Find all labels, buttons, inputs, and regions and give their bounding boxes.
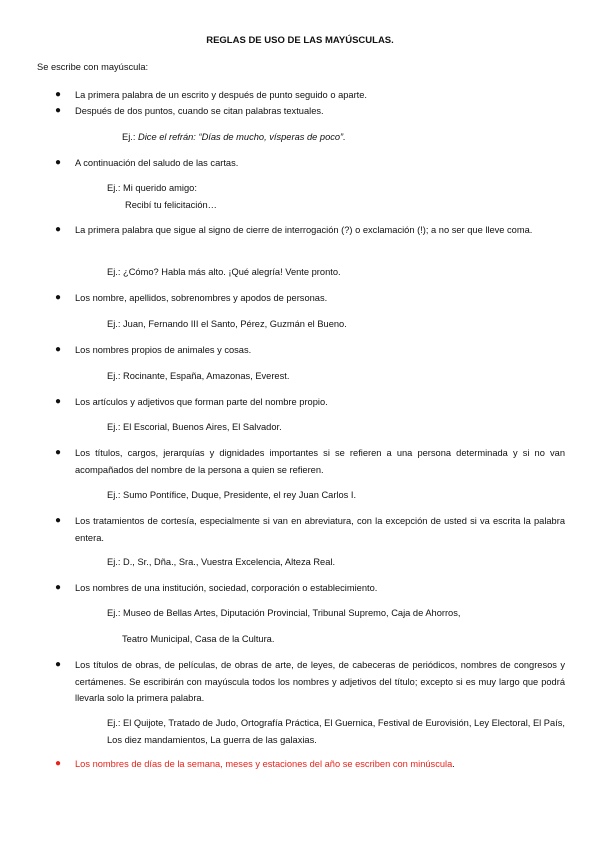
rule-item-12 bbox=[55, 756, 565, 773]
rule-example: Ej.: Rocinante, España, Amazonas, Everest. bbox=[107, 371, 290, 381]
rule-example: Ej.: El Escorial, Buenos Aires, El Salvador. bbox=[107, 422, 282, 432]
rule-item-1 bbox=[55, 87, 565, 104]
example-line-1: Ej.: Mi querido amigo: bbox=[107, 183, 197, 193]
example-line-2: Recibí tu felicitación… bbox=[125, 199, 217, 210]
rule-item-7 bbox=[55, 394, 565, 411]
rule-text: Los nombre, apellidos, sobrenombres y apodos de personas. bbox=[75, 293, 328, 303]
rule-item-10 bbox=[55, 580, 565, 597]
rule-text: Los títulos, cargos, jerarquías y dignidades importantes si se refieren a una persona determinada y si no van acompañados del nombre de la persona a quien se refieren. bbox=[75, 448, 565, 475]
bullet-icon: ● bbox=[55, 105, 62, 116]
rule-item-9 bbox=[55, 513, 565, 546]
bullet-icon: ● bbox=[55, 292, 62, 303]
rule-text: A continuación del saludo de las cartas. bbox=[75, 158, 239, 168]
bullet-icon: ● bbox=[55, 758, 62, 769]
rule-text: La primera palabra de un escrito y después de punto seguido o aparte. bbox=[75, 90, 368, 100]
rule-item-5 bbox=[55, 290, 565, 307]
rule-item-11 bbox=[55, 657, 565, 707]
rule-text: Los artículos y adjetivos que forman parte del nombre propio. bbox=[75, 397, 328, 407]
rule-text: Después de dos puntos, cuando se citan palabras textuales. bbox=[75, 106, 324, 116]
bullet-icon: ● bbox=[55, 659, 62, 670]
bullet-icon: ● bbox=[55, 157, 62, 168]
rule-text-highlight: Los nombres de días de la semana, meses y estaciones del año se escriben con minúscula bbox=[75, 759, 453, 769]
rule-item-4 bbox=[55, 222, 565, 239]
rule-text: Los nombres propios de animales y cosas. bbox=[75, 345, 252, 355]
rule-item-2 bbox=[55, 103, 565, 120]
bullet-icon: ● bbox=[55, 89, 62, 100]
example-prefix: Ej.: bbox=[122, 132, 139, 142]
rule-text: Los títulos de obras, de películas, de obras de arte, de leyes, de cabeceras de periódicos, nombres de congresos y certámenes. Se escribirán con mayúscula todos los nombres y adjetivos del título; excepto si es muy largo que podrá llevarla solo la primera palabra. bbox=[75, 660, 565, 703]
bullet-icon: ● bbox=[55, 344, 62, 355]
rule-item-3 bbox=[55, 155, 565, 172]
rule-example: Ej.: Sumo Pontífice, Duque, Presidente, el rey Juan Carlos I. bbox=[107, 490, 357, 500]
bullet-icon: ● bbox=[55, 396, 62, 407]
rule-example bbox=[122, 129, 346, 146]
example-quote: Dice el refrán: “Días de mucho, vísperas de poco”. bbox=[138, 132, 346, 142]
rule-text: Los tratamientos de cortesía, especialmente si van en abreviatura, con la excepción de usted si va escrita la palabra entera. bbox=[75, 516, 565, 543]
bullet-icon: ● bbox=[55, 447, 62, 458]
rule-text-period: . bbox=[452, 759, 455, 769]
intro-text: Se escribe con mayúscula: bbox=[37, 62, 149, 72]
bullet-icon: ● bbox=[55, 224, 62, 235]
rule-example bbox=[107, 180, 217, 213]
rule-example: Ej.: Museo de Bellas Artes, Diputación Provincial, Tribunal Supremo, Caja de Ahorros, bbox=[107, 608, 461, 618]
rule-text: Los nombres de una institución, sociedad, corporación o establecimiento. bbox=[75, 583, 378, 593]
rule-example-continuation: Teatro Municipal, Casa de la Cultura. bbox=[122, 634, 275, 644]
rule-item-8 bbox=[55, 445, 565, 478]
bullet-icon: ● bbox=[55, 515, 62, 526]
rule-example: Ej.: El Quijote, Tratado de Judo, Ortografía Práctica, El Guernica, Festival de Eurovisión, Ley Electoral, El País, Los diez mandamientos, La guerra de las galaxias. bbox=[107, 718, 565, 745]
bullet-icon: ● bbox=[55, 582, 62, 593]
rule-text: La primera palabra que sigue al signo de cierre de interrogación (?) o exclamación (!); a no ser que lleve coma. bbox=[75, 225, 533, 235]
rule-example: Ej.: Juan, Fernando III el Santo, Pérez, Guzmán el Bueno. bbox=[107, 319, 347, 329]
rule-example: Ej.: D., Sr., Dña., Sra., Vuestra Excelencia, Alteza Real. bbox=[107, 557, 336, 567]
rule-item-6 bbox=[55, 342, 565, 359]
page-title: REGLAS DE USO DE LAS MAYÚSCULAS. bbox=[206, 35, 394, 46]
rule-example: Ej.: ¿Cómo? Habla más alto. ¡Qué alegría! Vente pronto. bbox=[107, 267, 341, 277]
